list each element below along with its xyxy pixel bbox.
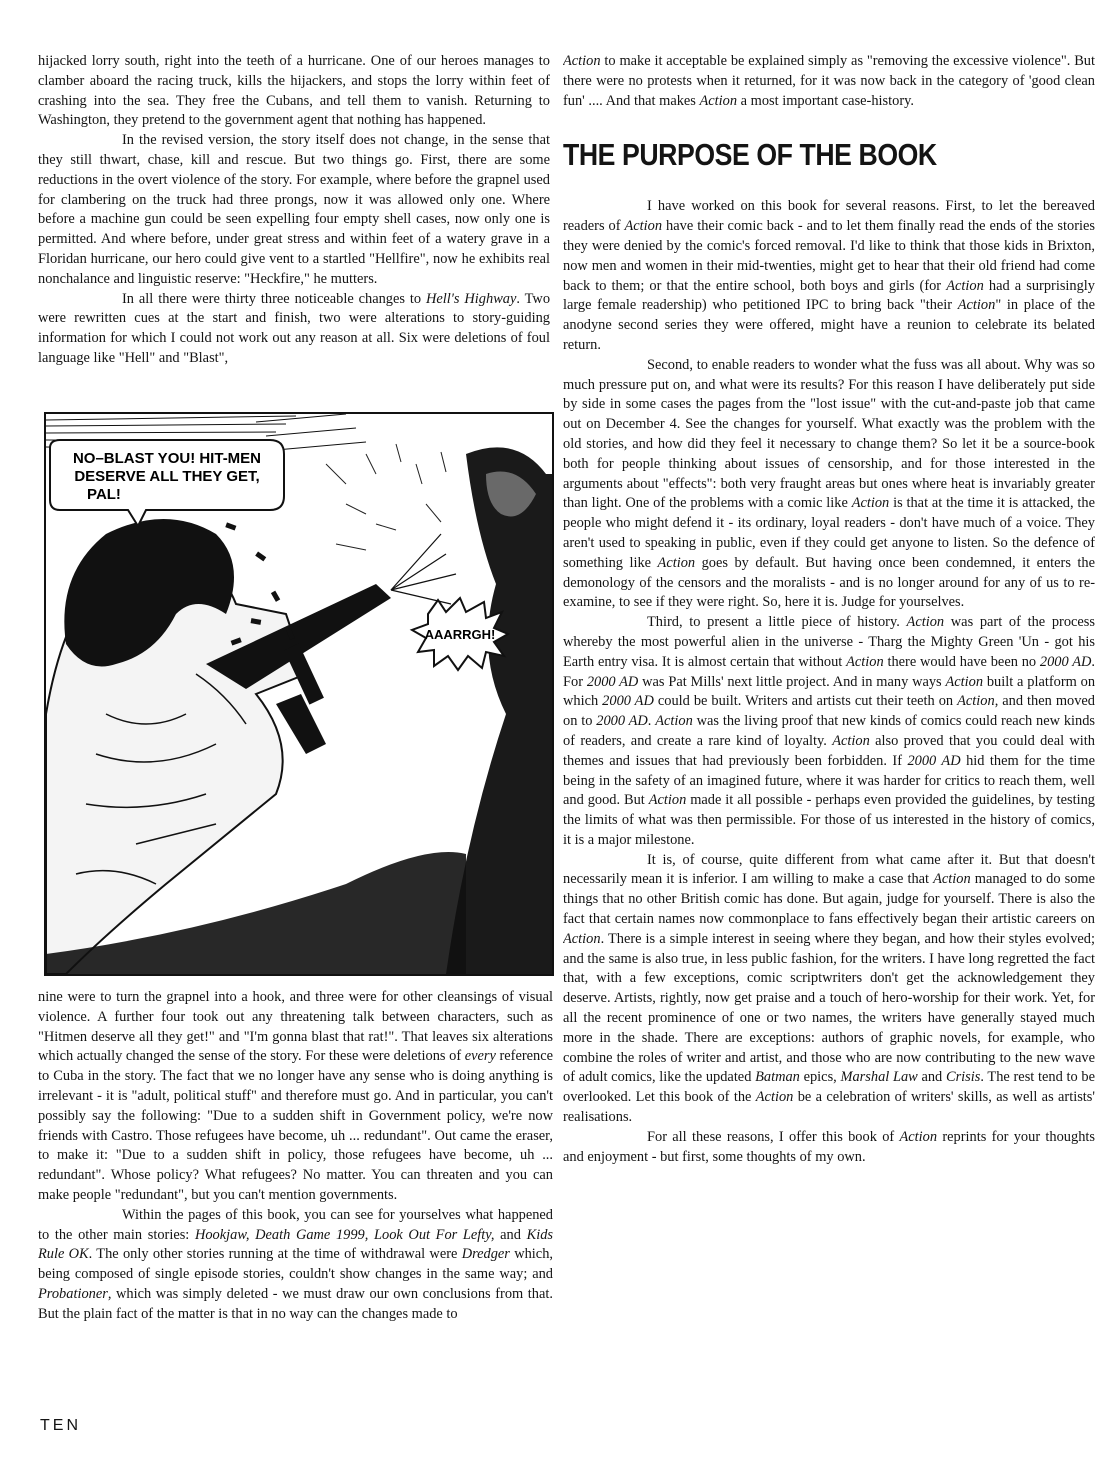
text-run: to make it acceptable be explained simply as "removing the excessive violence". But there were no protests when it returned, for it was now back in the category of 'good clean fun' .... And that makes xyxy=(563,53,1095,109)
comic-title: Action xyxy=(846,653,884,670)
text-run: epics, xyxy=(799,1069,841,1086)
comic-title: Action xyxy=(899,1128,938,1145)
comic-title: 2000 AD xyxy=(586,673,639,690)
paragraph xyxy=(563,197,1095,355)
comic-title: Action xyxy=(957,297,996,314)
comic-title: Batman xyxy=(755,1069,800,1086)
comic-title: Action xyxy=(563,930,601,947)
comic-title: Action xyxy=(933,871,971,888)
comic-title: Action xyxy=(657,554,696,571)
text-run: and xyxy=(917,1069,946,1086)
paragraph xyxy=(38,1206,553,1325)
text-run: . The rest tend to be overlooked. Let this book of the xyxy=(563,1069,1095,1106)
comic-title: Action xyxy=(945,673,984,690)
balloon-line-2: DESERVE ALL THEY GET, xyxy=(74,468,260,485)
text-run: a most important case-history. xyxy=(737,92,914,109)
story-title: Probationer xyxy=(38,1285,108,1302)
story-title: Kids Rule OK xyxy=(38,1226,553,1263)
text-run: . xyxy=(647,713,656,730)
burst-text: AAARRGH! xyxy=(424,627,496,642)
comic-illustration xyxy=(46,414,552,974)
text-run: made it all possible - perhaps even provided the guidelines, by testing the limits of what was then permissible. For those of us interested in the history of comics, it is a major milestone. xyxy=(563,792,1095,848)
story-title: Hell's Highway xyxy=(426,290,517,307)
paragraph xyxy=(38,290,550,369)
text-run: also proved that you could deal with themes and issues that had previously been forbidden. If xyxy=(563,732,1095,769)
text-run: . There is a simple interest in seeing where they began, and how their styles evolved; and the same is also true, in less public fashion, for the writers. I have long regretted the fact that, with a few exceptions, comic scriptwriters don't get the acknowledgement they deserve. Artists, rightly, now get praise and a touch of hero-worship for their work. Yet, for all the recent prominence of one or two names, the writers have generally stayed much more in the shade. There are exceptions: authors of graphic novels, for example, who combine the roles of writer and artist, and those who are now contributing to the new wave of adult comics, like the updated xyxy=(563,930,1095,1086)
text-run: is that at the time it is attacked, the people who might defend it - its ordinary, loyal readers - don't have much of a voice. They aren't used to speaking in public, even if they could get anyone to listen. So the defence of something like xyxy=(563,495,1095,571)
paragraph: hijacked lorry south, right into the teeth of a hurricane. One of our heroes manages to clamber aboard the racing truck, kills the hijackers, and stops the lorry within feet of crashing into the sea. They free the Cubans, and tell them to vanish. Returning to Washington, they pretend to the government agent that nothing has happened. xyxy=(38,53,550,129)
left-column-bottom-text xyxy=(38,988,553,1388)
paragraph xyxy=(563,613,1095,851)
comic-title: Action xyxy=(624,218,663,235)
balloon-line-1: NO–BLAST YOU! HIT-MEN xyxy=(72,450,262,467)
comic-title: Action xyxy=(648,792,687,809)
text-run: was Pat Mills' next little project. And in many ways xyxy=(638,673,946,690)
comic-title: Action xyxy=(699,92,738,109)
comic-title: 2000 AD xyxy=(596,713,648,730)
comic-title: Action xyxy=(832,732,870,749)
muzzle-flash xyxy=(391,534,456,604)
text-run: managed to do some things that no other British comic has done. But again, judge for yourself. There is also the fact that certain names now commonplace to fans effectively began their artistic careers on xyxy=(563,871,1095,928)
text-run: For all these reasons, I offer this book of xyxy=(647,1128,900,1145)
text-run: there would have been no xyxy=(883,653,1040,670)
text-run: , and then moved on to xyxy=(563,693,1095,730)
paragraph xyxy=(38,988,553,1206)
text-run: and xyxy=(494,1226,527,1243)
comic-title: Action xyxy=(563,53,601,69)
text-run: . The only other stories running at the time of withdrawal were xyxy=(88,1246,462,1263)
paragraph: In the revised version, the story itself does not change, in the sense that they still thwart, chase, kill and rescue. But two things go. First, there are some reductions in the overt violence of the story. For example, where before the grapnel used for clambering on the truck had three prongs, now it was allowed only one. Where before a machine gun could be seen expelling four empty shell cases, now only one is permitted. And where before, under great stress and within feet of a watery grave in a Floridan hurricane, our hero could give vent to a startled "Hellfire", now he exhibits real nonchalance and linguistic reserve: "Heckfire," he mutters. xyxy=(38,132,550,287)
comic-title: Marshal Law xyxy=(840,1069,918,1086)
section-heading: THE PURPOSE OF THE BOOK xyxy=(563,137,937,173)
text-run: " in place of the anodyne second series they were offered, might have a reunion to celebrate its belated return. xyxy=(563,297,1095,353)
text-run: could be built. Writers and artists cut their teeth on xyxy=(653,693,958,710)
text-run: In all there were thirty three noticeable changes to xyxy=(122,290,427,307)
text-run: . For xyxy=(563,653,1095,690)
left-column-top-text xyxy=(38,52,550,407)
story-title: Dredger xyxy=(461,1246,510,1263)
text-run: be a celebration of writers' skills, as well as artists' realisations. xyxy=(563,1089,1095,1126)
text-run: have their comic back - and to let them finally read the ends of the stories they were denied by the comic's forced removal. I'd like to think that those kids in Brixton, now men and women in their mid-twenties, might get to hear that their old friend had come back to them; or that the entire school, both boys and girls (for xyxy=(563,218,1095,294)
text-run: which, being composed of single episode stories, couldn't show changes in the same way; and xyxy=(38,1246,553,1283)
speed-lines xyxy=(326,444,446,550)
comic-title: Action xyxy=(946,277,984,294)
emphasis: every xyxy=(464,1048,496,1065)
text-run: was the living proof that new kinds of comics could reach new kinds of readers, and create a rare kind of loyalty. xyxy=(563,713,1095,749)
text-run: nine were to turn the grapnel into a hook, and three were for other cleansings of visual violence. A further four took out any threatening talk between characters, such as "Hitmen deserve all they get!" and "I'm gonna blast that rat!". That leaves six alterations which actually changed the sense of the story. For these were deletions of xyxy=(38,989,553,1065)
story-title: Hookjaw, Death Game 1999, Look Out For Lefty, xyxy=(194,1226,495,1243)
text-run: reprints for your thoughts and enjoyment - but first, some thoughts of my own. xyxy=(563,1128,1095,1165)
comic-title: Action xyxy=(906,614,945,631)
paragraph xyxy=(563,356,1095,613)
text-run: built a platform on which xyxy=(563,673,1095,710)
gun-grip xyxy=(276,694,326,754)
text-run: It is, of course, quite different from what came after it. But that doesn't necessarily mean it is inferior. I am willing to make a case that xyxy=(563,851,1095,888)
comic-title: 2000 AD xyxy=(907,752,961,769)
comic-title: 2000 AD xyxy=(1039,653,1092,670)
comic-title: Action xyxy=(655,713,693,730)
text-run: , which was simply deleted - we must draw our own conclusions from that. But the plain fact of the matter is that in no way can the changes made to xyxy=(38,1285,553,1322)
paragraph xyxy=(563,52,1095,111)
comic-title: Action xyxy=(755,1089,794,1106)
text-run: hid them for the time being in the safety of an imagined future, where it was harder for critics to reach them, well and good. But xyxy=(563,752,1095,809)
right-column-text xyxy=(563,52,1095,1392)
text-run: goes by default. But having once been condemned, it enters the demonology of the censors and the moralists - and is no longer around for any of us to re-examine, to see if they were right. So, here it is. Judge for yourselves. xyxy=(563,554,1095,611)
paragraph xyxy=(563,1128,1095,1168)
comic-title: Crisis xyxy=(945,1069,981,1086)
text-run: Within the pages of this book, you can see for yourselves what happened to the other main stories: xyxy=(38,1206,553,1243)
balloon-line-3: PAL! xyxy=(87,486,121,503)
text-run: had a surprisingly large female readership) who petitioned IPC to bring back "their xyxy=(563,277,1095,314)
comic-title: 2000 AD xyxy=(602,693,654,710)
comic-title: Action xyxy=(851,495,890,512)
paragraph xyxy=(563,851,1095,1128)
comic-title: Action xyxy=(957,693,995,710)
text-run: . Two were rewritten cues at the start and finish, two were alterations to story-guiding information for which I could not work out any reason at all. Six were deletions of foul language like "Hell" and "Blast", xyxy=(38,290,550,366)
comic-panel xyxy=(44,412,554,976)
text-run: reference to Cuba in the story. The fact that we no longer have any sense who is doing anything is irrelevant - it is "adult, political stuff" and therefore must go. And in particular, you can't possibly say the following: "Due to a sudden shift in Government policy, we're now friends with Castro. Those refugees have become, uh ... redundant". Out came the eraser, to make it: "Due to a sudden shift in policy, those refugees have become, uh ... redundant". Whose policy? What refugees? No matter. You can threaten and you can make people "redundant", but you can't mention governments. xyxy=(38,1048,553,1203)
text-run: was part of the process whereby the most powerful alien in the universe - Tharg the Mighty Green 'Un - got his Earth entry visa. It is almost certain that without xyxy=(563,614,1095,670)
page-number: TEN xyxy=(40,1417,81,1434)
text-run: Second, to enable readers to wonder what the fuss was all about. Why was so much pressure put on, and what were its results? For this reason I have deliberately put side by side in some cases the pages from the "lost issue" with the cut-and-paste job that came out on December 4. See the changes for yourself. What exactly was the problem with the old stories, and how did they feel it necessary to change them? So let it be a source-book both for people thinking about issues of censorship, and for those interested in the arguments about "effects": both very fraught areas but ones where heat is invariably greater than light. One of the problems with a comic like xyxy=(563,356,1095,512)
text-run: I have worked on this book for several reasons. First, to let the bereaved readers of xyxy=(563,198,1095,235)
text-run: Third, to present a little piece of history. xyxy=(647,614,907,631)
